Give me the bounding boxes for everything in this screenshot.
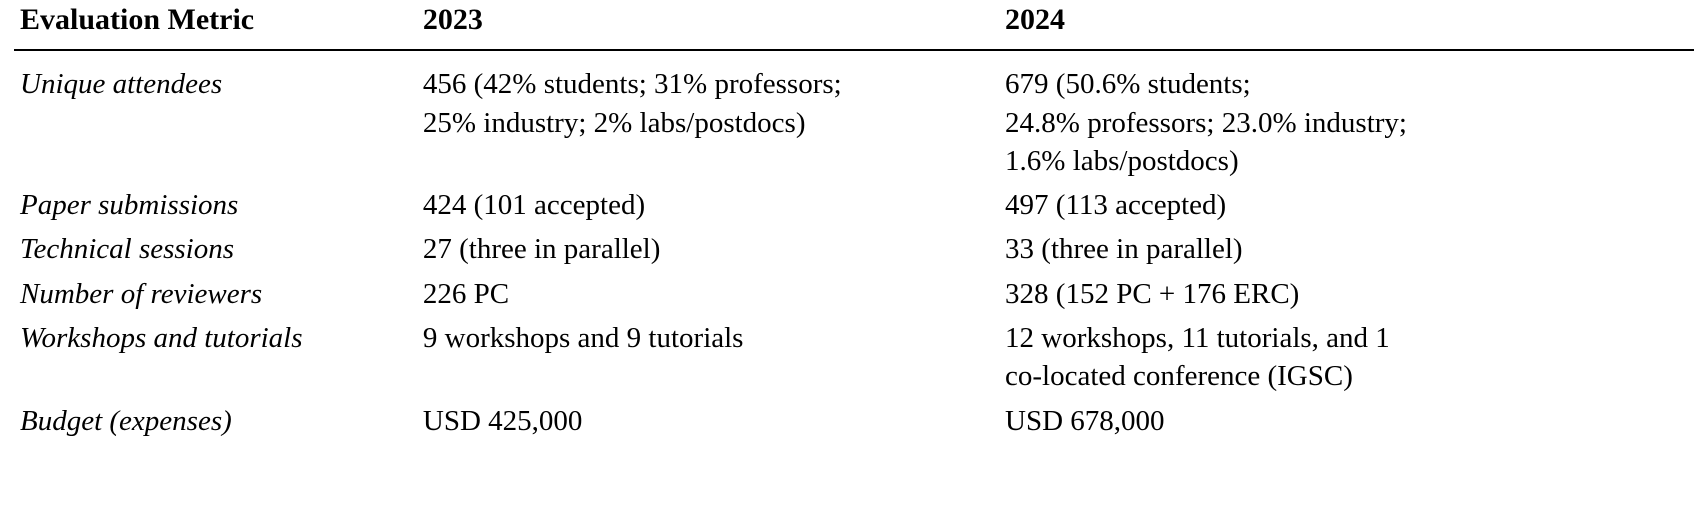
column-header-metric: Evaluation Metric (14, 0, 417, 50)
cell-line: 24.8% professors; 23.0% industry; (1005, 106, 1407, 139)
cell-line: 456 (42% students; 31% professors; (422, 68, 842, 101)
table-row (14, 183, 1694, 227)
cell-line: 9 workshops and 9 tutorials (422, 321, 744, 354)
table-body (14, 50, 1694, 442)
cell-line: 33 (three in parallel) (1005, 233, 1243, 266)
table-row (14, 272, 1694, 316)
cell-line: USD 678,000 (1005, 404, 1165, 437)
cell-line: 328 (152 PC + 176 ERC) (1005, 277, 1300, 310)
cell-line: 1.6% labs/postdocs) (1005, 144, 1239, 177)
table-row (14, 316, 1694, 399)
cell-2023 (417, 183, 999, 227)
cell-line: 679 (50.6% students; (1005, 68, 1251, 101)
evaluation-metrics-table (14, 0, 1694, 443)
cell-metric: Number of reviewers (20, 277, 263, 310)
table-header-row (14, 0, 1694, 50)
cell-line: 226 PC (422, 277, 510, 310)
cell-metric: Paper submissions (20, 189, 239, 222)
cell-line: 424 (101 accepted) (422, 189, 646, 222)
column-header-2023: 2023 (417, 0, 999, 50)
column-header-2024: 2024 (999, 0, 1694, 50)
cell-metric: Technical sessions (20, 233, 235, 266)
cell-line: 497 (113 accepted) (1005, 189, 1227, 222)
table-row (14, 50, 1694, 183)
cell-line: 27 (three in parallel) (422, 233, 661, 266)
cell-line: 12 workshops, 11 tutorials, and 1 (1005, 321, 1390, 354)
cell-line: co-located conference (IGSC) (1005, 360, 1353, 393)
cell-line: USD 425,000 (422, 404, 583, 437)
cell-2024 (999, 50, 1694, 183)
cell-metric: Budget (expenses) (20, 404, 232, 437)
cell-2023 (417, 399, 999, 443)
table-row (14, 227, 1694, 271)
cell-2024 (999, 316, 1694, 399)
table-header (14, 0, 1694, 50)
cell-metric: Workshops and tutorials (20, 321, 303, 354)
cell-2023 (417, 227, 999, 271)
cell-2024 (999, 227, 1694, 271)
cell-2023 (417, 272, 999, 316)
cell-2024 (999, 272, 1694, 316)
cell-2024 (999, 399, 1694, 443)
cell-2023 (417, 316, 999, 399)
cell-2024 (999, 183, 1694, 227)
cell-2023 (417, 50, 999, 183)
cell-metric: Unique attendees (20, 68, 223, 101)
cell-line: 25% industry; 2% labs/postdocs) (422, 106, 806, 139)
table-row (14, 399, 1694, 443)
